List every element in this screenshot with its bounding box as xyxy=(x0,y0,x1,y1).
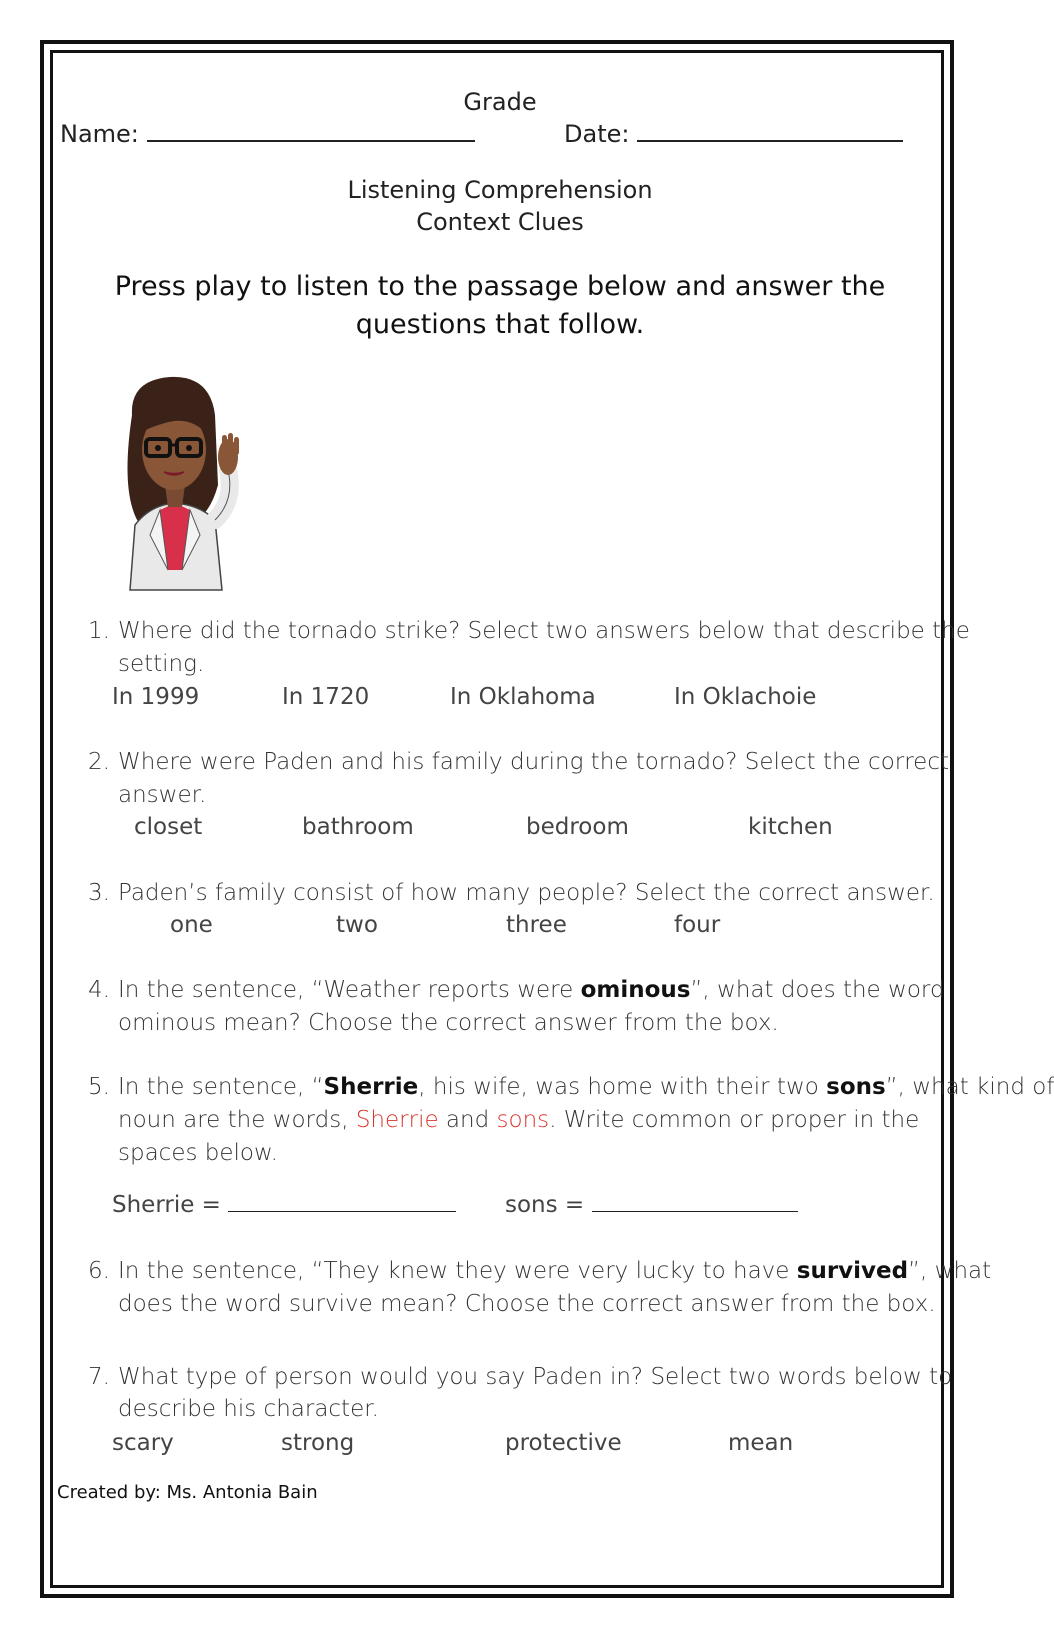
name-blank[interactable] xyxy=(147,122,475,142)
date-field[interactable] xyxy=(564,120,903,148)
answer-option[interactable]: In 1720 xyxy=(282,684,370,710)
answer-option[interactable]: four xyxy=(674,912,721,938)
question-text: does the word survive mean? Choose the correct answer from the box. xyxy=(118,1291,936,1317)
answer-option[interactable]: kitchen xyxy=(748,814,833,840)
question-text: In the sentence, “Weather reports were ominous”, what does the word xyxy=(118,977,945,1003)
question-text: ominous mean? Choose the correct answer from the box. xyxy=(118,1010,779,1036)
question-text: noun are the words, Sherrie and sons. Write common or proper in the xyxy=(118,1107,920,1133)
answer-blank[interactable] xyxy=(228,1193,456,1212)
question-number: 1. xyxy=(88,618,110,644)
question-text: spaces below. xyxy=(118,1140,278,1166)
answer-option[interactable]: mean xyxy=(728,1430,794,1456)
date-label: Date: xyxy=(564,120,630,148)
key-word: survived xyxy=(796,1258,909,1284)
key-word: ominous xyxy=(580,977,691,1003)
answer-option[interactable]: bedroom xyxy=(526,814,629,840)
question-text: What type of person would you say Paden in? Select two words below to xyxy=(118,1364,953,1390)
answer-option[interactable]: two xyxy=(336,912,378,938)
question-text: Paden’s family consist of how many people? Select the correct answer. xyxy=(118,880,935,906)
key-word: sons xyxy=(826,1074,886,1100)
answer-option[interactable]: scary xyxy=(112,1430,174,1456)
question-number: 5. xyxy=(88,1074,110,1100)
question-text: setting. xyxy=(118,651,205,677)
credit-line: Created by: Ms. Antonia Bain xyxy=(57,1482,318,1503)
question-number: 3. xyxy=(88,880,110,906)
sons-answer-field[interactable] xyxy=(505,1192,798,1218)
name-label: Name: xyxy=(60,120,139,148)
instructions: Press play to listen to the passage below and answer the questions that follow. xyxy=(114,271,886,340)
question-text: answer. xyxy=(118,782,207,808)
answer-option[interactable]: closet xyxy=(134,814,203,840)
question-text: Where did the tornado strike? Select two answers below that describe the xyxy=(118,618,970,644)
question-number: 7. xyxy=(88,1364,110,1390)
question-number: 4. xyxy=(88,977,110,1003)
answer-option[interactable]: In Oklahoma xyxy=(450,684,596,710)
sherrie-answer-field[interactable] xyxy=(112,1192,456,1218)
answer-option[interactable]: In Oklachoie xyxy=(674,684,817,710)
answer-option[interactable]: bathroom xyxy=(302,814,414,840)
question-text: describe his character. xyxy=(118,1396,379,1422)
title-line-2: Context Clues xyxy=(416,208,584,236)
question-text: In the sentence, “Sherrie, his wife, was home with their two sons”, what kind of xyxy=(118,1074,1054,1100)
answer-option[interactable]: one xyxy=(170,912,213,938)
highlighted-word: Sherrie xyxy=(355,1107,439,1133)
question-number: 6. xyxy=(88,1258,110,1284)
title-line-1: Listening Comprehension xyxy=(347,176,653,204)
blank-label: sons = xyxy=(505,1192,585,1218)
question-number: 2. xyxy=(88,749,110,775)
answer-option[interactable]: protective xyxy=(505,1430,622,1456)
answer-blank[interactable] xyxy=(592,1193,798,1212)
answer-option[interactable]: strong xyxy=(281,1430,355,1456)
highlighted-word: sons xyxy=(496,1107,550,1133)
question-text: In the sentence, “They knew they were very lucky to have survived”, what xyxy=(118,1258,992,1284)
date-blank[interactable] xyxy=(637,122,903,142)
answer-option[interactable]: three xyxy=(506,912,567,938)
question-text: Where were Paden and his family during the tornado? Select the correct xyxy=(118,749,949,775)
name-field[interactable] xyxy=(60,120,475,148)
key-word: Sherrie xyxy=(323,1074,419,1100)
blank-label: Sherrie = xyxy=(112,1192,221,1218)
grade-label: Grade xyxy=(463,88,537,116)
answer-option[interactable]: In 1999 xyxy=(112,684,200,710)
teacher-avatar xyxy=(110,375,280,590)
